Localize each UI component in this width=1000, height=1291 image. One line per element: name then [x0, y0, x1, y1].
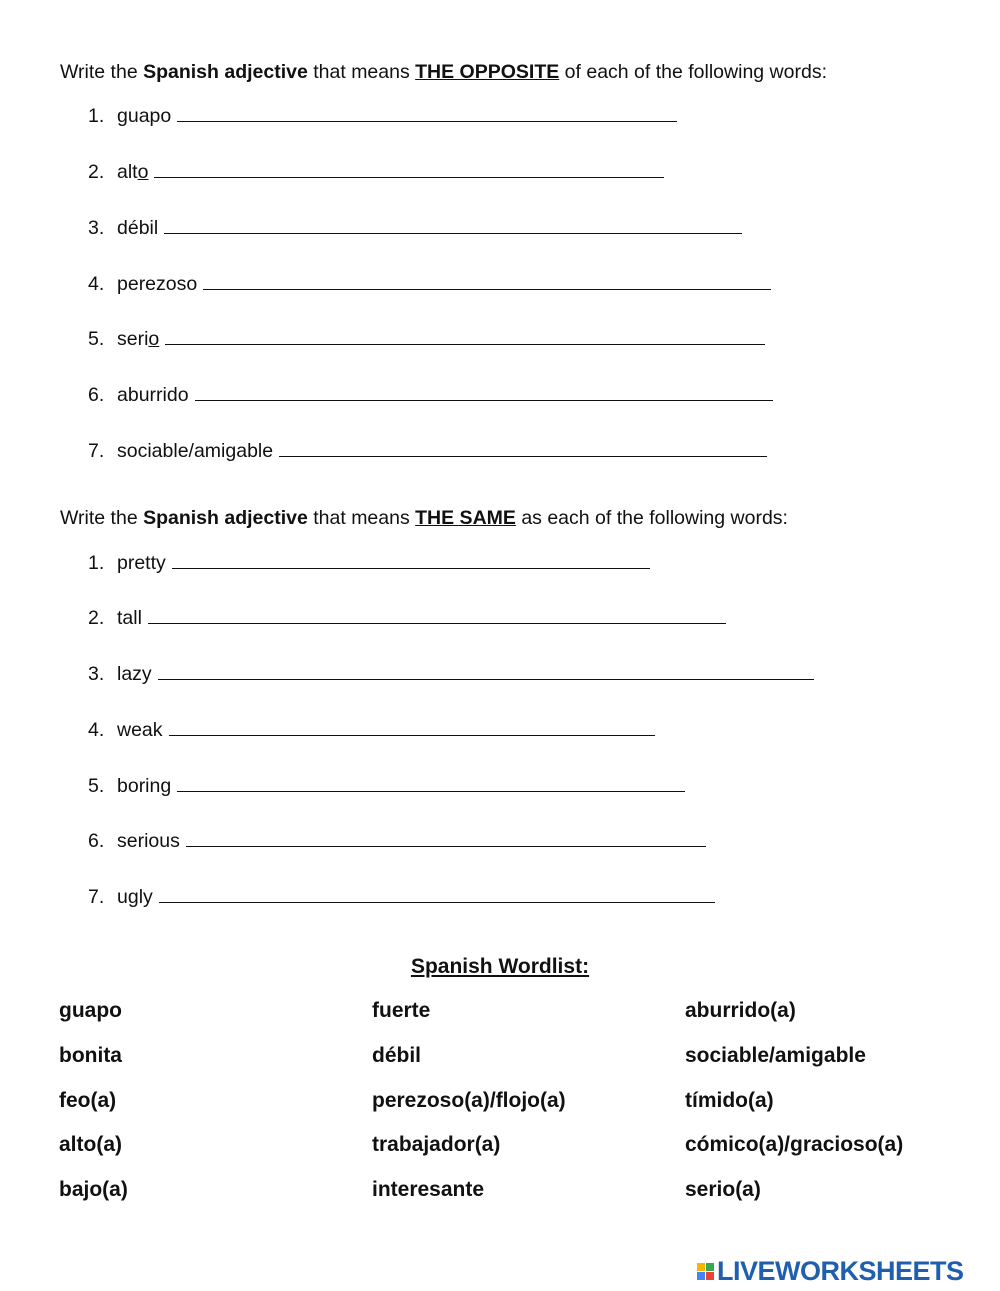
wordlist-item: aburrido(a) — [685, 999, 796, 1022]
list-item — [88, 326, 765, 352]
item-number: 5. — [88, 775, 105, 797]
list-item — [88, 215, 742, 241]
item-number: 2. — [88, 607, 105, 629]
wordlist-item: sociable/amigable — [685, 1044, 866, 1067]
instruction-text: that means — [307, 61, 416, 83]
wordlist-item: alto(a) — [59, 1133, 122, 1156]
item-word: ugly — [117, 886, 153, 908]
item-word: boring — [117, 775, 172, 797]
item-word: sociable/amigable — [117, 440, 274, 462]
answer-blank[interactable] — [164, 215, 742, 234]
answer-blank[interactable] — [279, 438, 767, 457]
answer-blank[interactable] — [186, 828, 706, 847]
instruction-text: Write the — [60, 507, 144, 529]
logo-text: LIVEWORKSHEETS — [717, 1255, 964, 1286]
item-number: 1. — [88, 105, 105, 127]
item-word: guapo — [117, 105, 172, 127]
answer-blank[interactable] — [154, 159, 664, 178]
list-item — [88, 884, 715, 910]
instruction-text: Write the — [60, 61, 144, 83]
instruction-bold: Spanish adjective — [143, 507, 308, 529]
answer-blank[interactable] — [172, 550, 650, 569]
answer-blank[interactable] — [177, 773, 685, 792]
list-item — [88, 605, 726, 631]
wordlist-item: serio(a) — [685, 1178, 761, 1201]
item-word-underlined: o — [137, 161, 149, 183]
answer-blank[interactable] — [159, 884, 715, 903]
list-item — [88, 773, 685, 799]
item-number: 5. — [88, 328, 105, 350]
item-word: lazy — [117, 663, 152, 685]
answer-blank[interactable] — [148, 605, 726, 624]
item-word: seri — [117, 328, 149, 350]
instruction-same — [60, 507, 788, 530]
list-item — [88, 103, 677, 129]
item-word: serious — [117, 830, 180, 852]
list-item — [88, 717, 655, 743]
instruction-key: THE SAME — [415, 507, 516, 529]
instruction-text: that means — [307, 507, 416, 529]
list-item — [88, 438, 767, 464]
item-word: tall — [117, 607, 142, 629]
instruction-opposite — [60, 61, 827, 84]
item-number: 1. — [88, 552, 105, 574]
wordlist-item: fuerte — [372, 999, 431, 1022]
instruction-bold: Spanish adjective — [143, 61, 308, 83]
wordlist-item: bajo(a) — [59, 1178, 128, 1201]
item-word: débil — [117, 217, 159, 239]
answer-blank[interactable] — [203, 271, 771, 290]
item-word: weak — [117, 719, 163, 741]
list-item — [88, 159, 664, 185]
item-number: 2. — [88, 161, 105, 183]
wordlist-item: perezoso(a)/flojo(a) — [372, 1089, 566, 1112]
wordlist-item: guapo — [59, 999, 122, 1022]
wordlist-item: bonita — [59, 1044, 122, 1067]
item-number: 7. — [88, 886, 105, 908]
item-number: 6. — [88, 384, 105, 406]
wordlist-item: cómico(a)/gracioso(a) — [685, 1133, 904, 1156]
answer-blank[interactable] — [165, 326, 765, 345]
wordlist-title: Spanish Wordlist: — [410, 955, 590, 978]
list-item — [88, 382, 773, 408]
wordlist-item: tímido(a) — [685, 1089, 774, 1112]
list-item — [88, 271, 771, 297]
wordlist-item: débil — [372, 1044, 422, 1067]
logo-blocks-icon — [697, 1263, 714, 1280]
answer-blank[interactable] — [169, 717, 655, 736]
item-word: pretty — [117, 552, 166, 574]
liveworksheets-logo — [697, 1256, 964, 1286]
item-number: 3. — [88, 217, 105, 239]
item-word: aburrido — [117, 384, 189, 406]
item-number: 7. — [88, 440, 105, 462]
list-item — [88, 828, 706, 854]
item-number: 4. — [88, 719, 105, 741]
instruction-text: as each of the following words: — [515, 507, 788, 529]
list-item — [88, 661, 814, 687]
item-number: 4. — [88, 273, 105, 295]
wordlist-item: interesante — [372, 1178, 485, 1201]
instruction-text: of each of the following words: — [559, 61, 827, 83]
instruction-key: THE OPPOSITE — [415, 61, 560, 83]
wordlist-item: trabajador(a) — [372, 1133, 501, 1156]
wordlist-item: feo(a) — [59, 1089, 117, 1112]
item-word: alt — [117, 161, 138, 183]
item-word: perezoso — [117, 273, 198, 295]
answer-blank[interactable] — [177, 103, 677, 122]
item-number: 6. — [88, 830, 105, 852]
list-item — [88, 550, 650, 576]
answer-blank[interactable] — [195, 382, 773, 401]
item-word-underlined: o — [148, 328, 160, 350]
answer-blank[interactable] — [158, 661, 814, 680]
item-number: 3. — [88, 663, 105, 685]
